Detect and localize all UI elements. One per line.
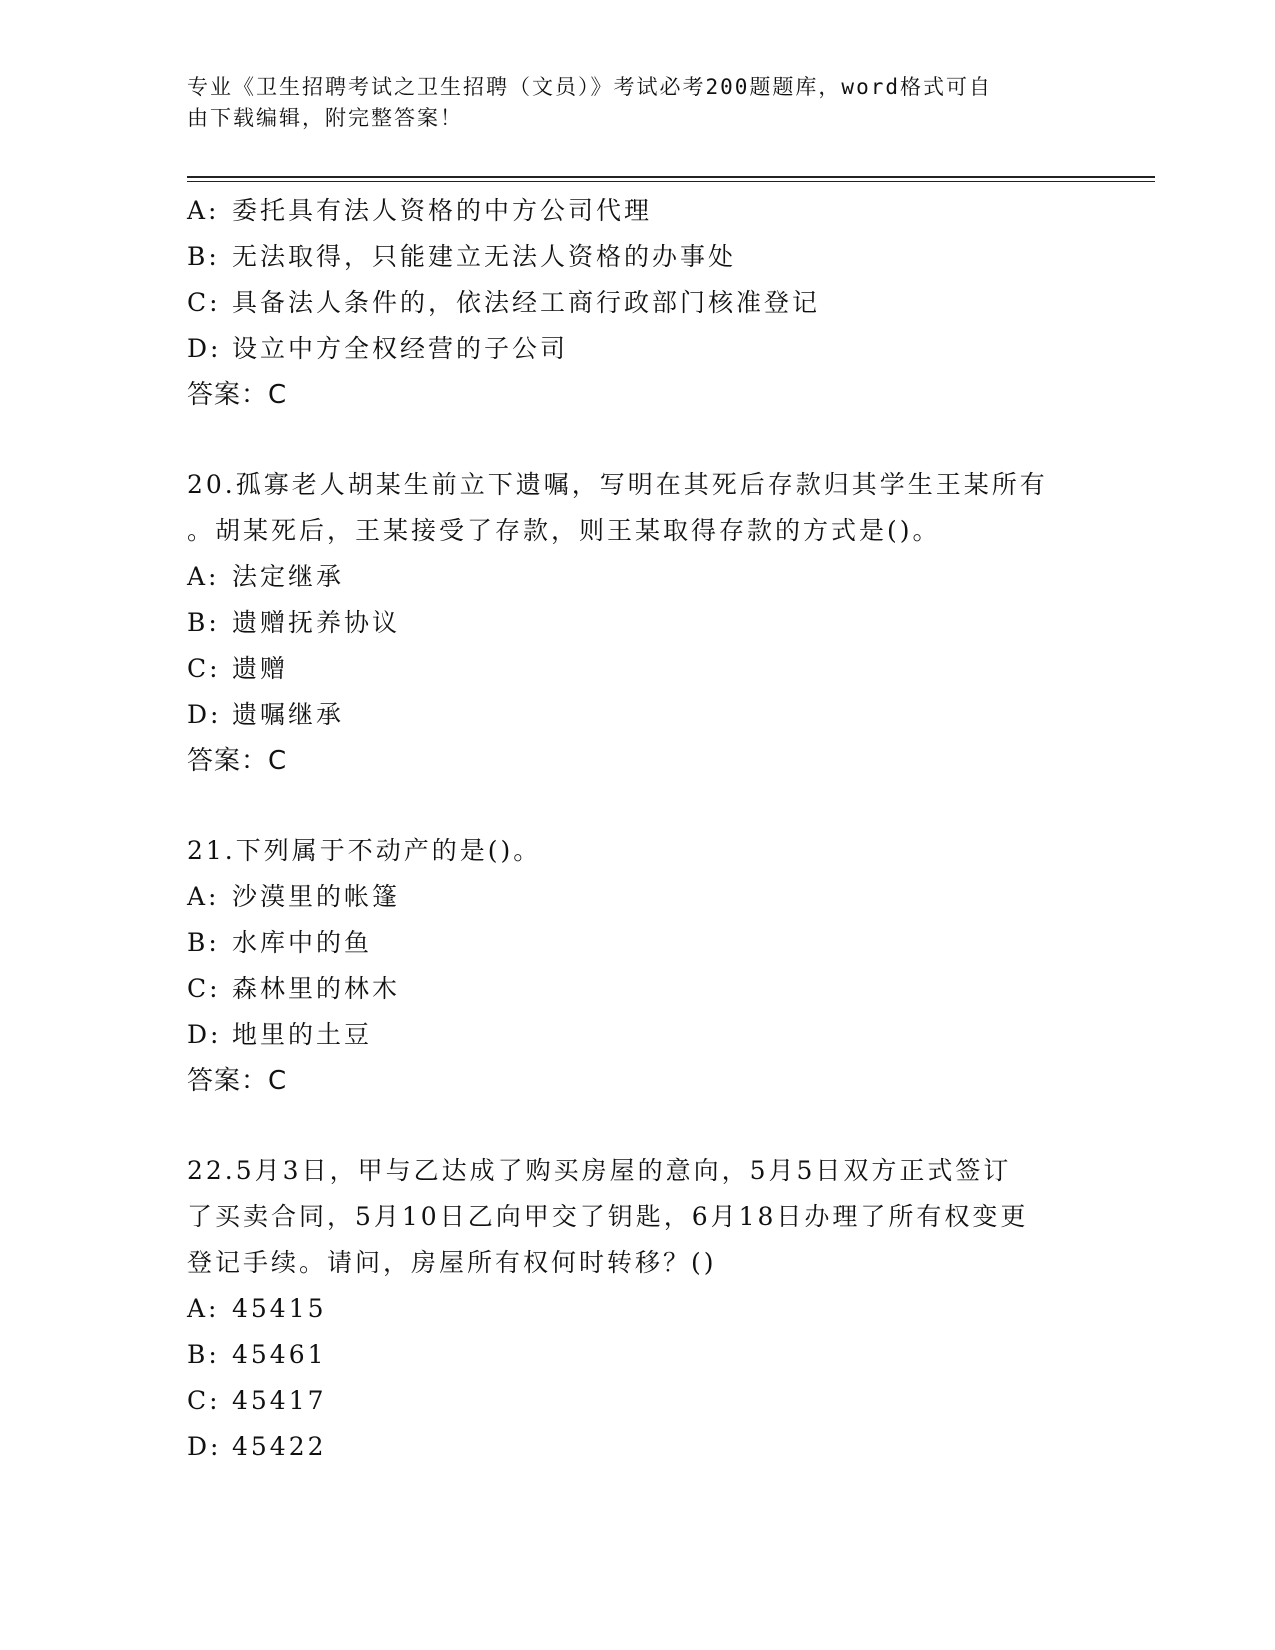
question-stem-line: 登记手续。请问，房屋所有权何时转移？() <box>187 1248 717 1277</box>
option-b: B: 水库中的鱼 <box>187 928 373 957</box>
option-d: D: 地里的土豆 <box>187 1020 373 1049</box>
option-d: D: 遗嘱继承 <box>187 700 345 729</box>
option-c: C: 遗赠 <box>187 654 289 683</box>
question-20 <box>187 462 1087 784</box>
question-21 <box>187 828 1087 1104</box>
header-rule-thin <box>187 181 1155 182</box>
question-stem-line: 了买卖合同，5月10日乙向甲交了钥匙，6月18日办理了所有权变更 <box>187 1202 1029 1231</box>
option-b: B: 遗赠抚养协议 <box>187 608 401 637</box>
answer: 答案：C <box>187 380 288 410</box>
option-b: B: 无法取得，只能建立无法人资格的办事处 <box>187 242 737 271</box>
answer: 答案：C <box>187 746 288 776</box>
option-a: A: 法定继承 <box>187 562 345 591</box>
option-a: A: 45415 <box>187 1294 327 1323</box>
option-c: C: 森林里的林木 <box>187 974 401 1003</box>
option-c: C: 45417 <box>187 1386 327 1415</box>
option-d: D: 45422 <box>187 1432 327 1461</box>
option-a: A: 沙漠里的帐篷 <box>187 882 401 911</box>
question-stem-line: 20.孤寡老人胡某生前立下遗嘱，写明在其死后存款归其学生王某所有 <box>187 470 1048 499</box>
question-stem-line: 22.5月3日，甲与乙达成了购买房屋的意向，5月5日双方正式签订 <box>187 1156 1012 1185</box>
header-line-2: 由下载编辑，附完整答案！ <box>187 106 463 130</box>
option-d: D: 设立中方全权经营的子公司 <box>187 334 569 363</box>
question-19 <box>187 188 1087 418</box>
header-line-1: 专业《卫生招聘考试之卫生招聘（文员）》考试必考200题题库，word格式可自 <box>187 75 992 99</box>
option-b: B: 45461 <box>187 1340 327 1369</box>
question-22 <box>187 1148 1087 1470</box>
answer: 答案：C <box>187 1066 288 1096</box>
document-header <box>187 72 1067 134</box>
question-stem-line: 21.下列属于不动产的是()。 <box>187 836 542 865</box>
option-a: A: 委托具有法人资格的中方公司代理 <box>187 196 653 225</box>
question-stem-line: 。胡某死后，王某接受了存款，则王某取得存款的方式是()。 <box>187 516 941 545</box>
question-list <box>187 188 1087 1470</box>
header-rule-thick <box>187 176 1155 178</box>
option-c: C: 具备法人条件的，依法经工商行政部门核准登记 <box>187 288 821 317</box>
